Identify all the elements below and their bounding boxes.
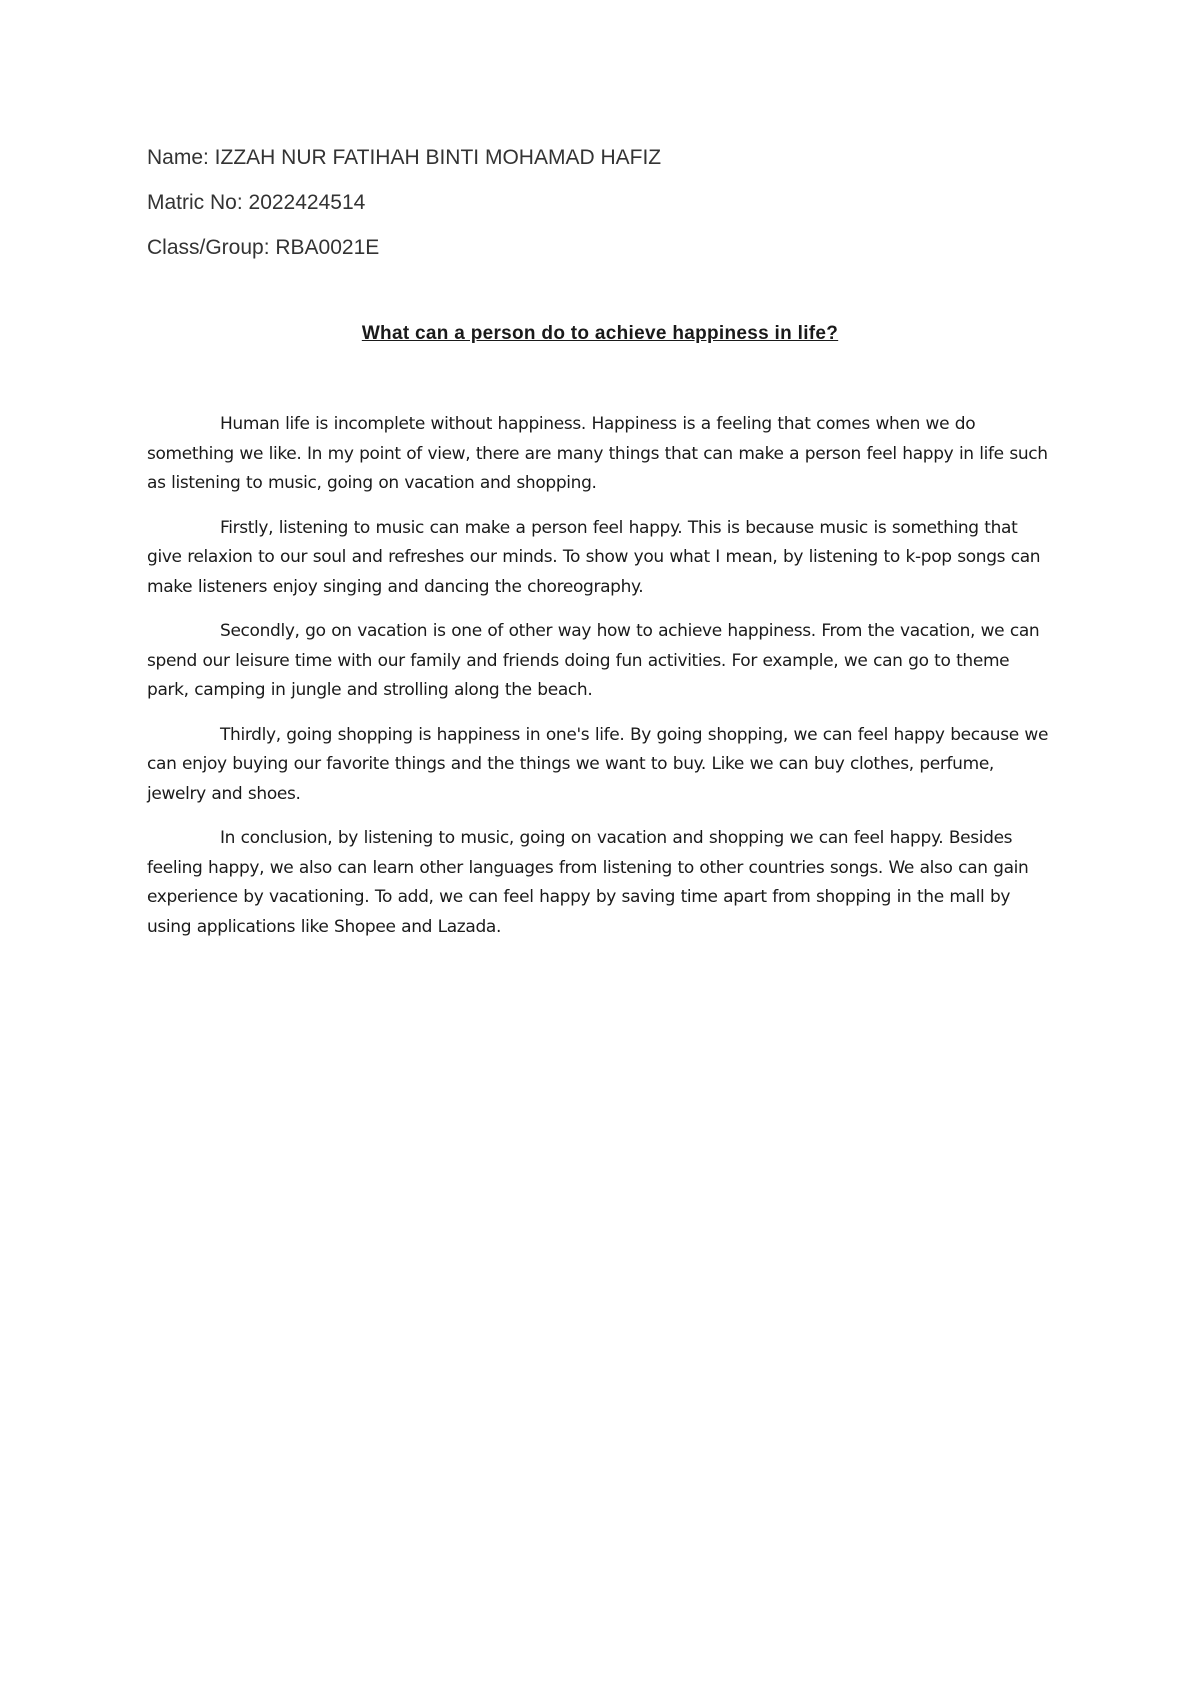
paragraph-vacation: Secondly, go on vacation is one of other way how to achieve happiness. From the vacation, we can spend our leisure time with our family and friends doing fun activities. For example, we can go to theme park, camping in jungle and strolling along the beach. (147, 621, 1040, 700)
essay-title: What can a person do to achieve happiness in life? (361, 323, 839, 344)
paragraph-shopping: Thirdly, going shopping is happiness in one's life. By going shopping, we can feel happy because we can enjoy buying our favorite things and the things we want to buy. Like we can buy clothes, perfume, jewelry and shoes. (147, 724, 1049, 804)
class-group: Class/Group: RBA0021E (147, 236, 380, 259)
essay-body (147, 410, 1055, 957)
paragraph-conclusion: In conclusion, by listening to music, going on vacation and shopping we can feel happy. Besides feeling happy, we also can learn other languages from listening to other countries songs. We also can gain experience by vacationing. To add, we can feel happy by saving time apart from shopping in the mall by using applications like Shopee and Lazada. (147, 828, 1029, 937)
paragraph-introduction: Human life is incomplete without happiness. Happiness is a feeling that comes when we do something we like. In my point of view, there are many things that can make a person feel happy in life such as listening to music, going on vacation and shopping. (147, 414, 1048, 493)
paragraph-music: Firstly, listening to music can make a person feel happy. This is because music is something that give relaxion to our soul and refreshes our minds. To show you what I mean, by listening to k-pop songs can make listeners enjoy singing and dancing the choreography. (147, 517, 1041, 597)
matric-number: Matric No: 2022424514 (147, 191, 366, 214)
student-info (147, 146, 1047, 281)
student-name: Name: IZZAH NUR FATIHAH BINTI MOHAMAD HAFIZ (147, 146, 662, 169)
